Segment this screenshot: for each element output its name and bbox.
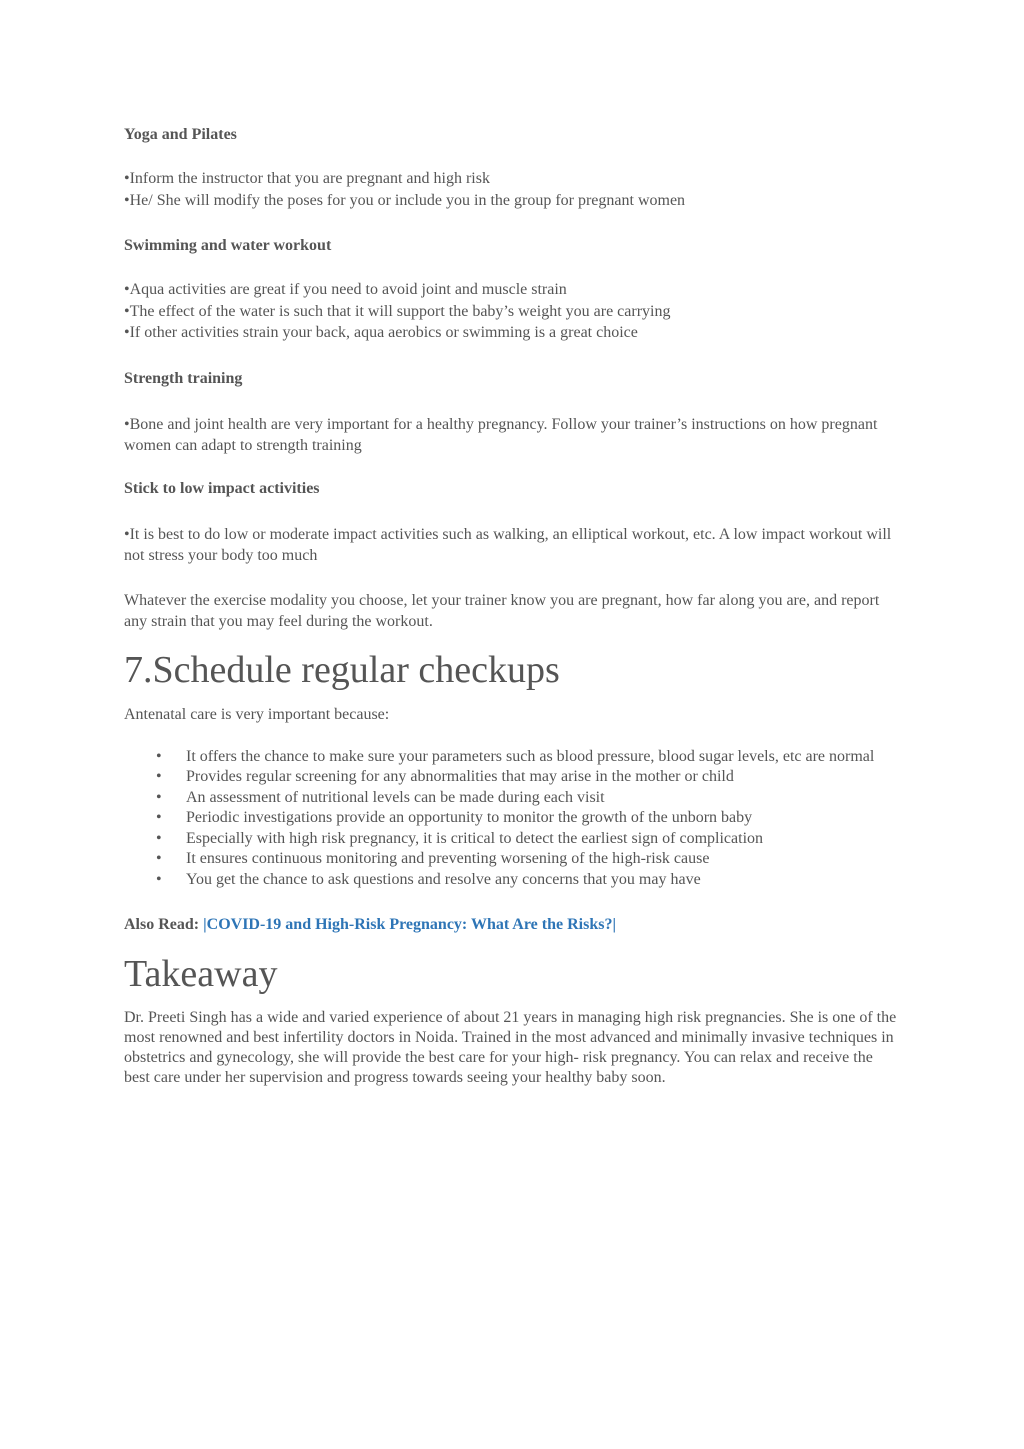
takeaway-heading: Takeaway xyxy=(124,953,278,995)
exercise-note: Whatever the exercise modality you choose, let your trainer know you are pregnant, how far along you are, and report any strain that you may feel during the workout. xyxy=(124,591,880,630)
list-item-text: It offers the chance to make sure your parameters such as blood pressure, blood sugar levels, etc are normal xyxy=(186,747,875,765)
low-impact-heading: Stick to low impact activities xyxy=(124,479,320,497)
list-item xyxy=(124,849,900,870)
checkups-intro: Antenatal care is very important because: xyxy=(124,705,390,723)
strength-heading: Strength training xyxy=(124,369,243,387)
swimming-section xyxy=(124,235,900,344)
takeaway-section xyxy=(124,952,900,1088)
list-item-text: An assessment of nutritional levels can be made during each visit xyxy=(186,788,605,806)
swimming-item: •Aqua activities are great if you need to avoid joint and muscle strain xyxy=(124,281,567,298)
also-read-link[interactable]: |COVID-19 and High-Risk Pregnancy: What Are the Risks?| xyxy=(203,916,616,933)
list-item-text: Especially with high risk pregnancy, it is critical to detect the earliest sign of complication xyxy=(186,829,764,847)
checkups-section xyxy=(124,648,900,891)
swimming-item: •The effect of the water is such that it will support the baby’s weight you are carrying xyxy=(124,302,671,320)
list-item xyxy=(124,767,900,788)
yoga-heading: Yoga and Pilates xyxy=(124,126,237,143)
yoga-item: •He/ She will modify the poses for you or include you in the group for pregnant women xyxy=(124,191,686,209)
bullet-icon: • xyxy=(156,829,162,847)
takeaway-text: Dr. Preeti Singh has a wide and varied experience of about 21 years in managing high risk pregnancies. She is one of the most renowned and best infertility doctors in Noida. Trained in the most advanced and minimally invasive techniques in obstetrics and gynecology, she will provide the best care for your high- risk pregnancy. You can relax and receive the best care under her supervision and progress towards seeing your healthy baby soon. xyxy=(124,1009,897,1086)
bullet-icon: • xyxy=(156,768,162,785)
bullet-icon: • xyxy=(156,850,162,867)
yoga-section xyxy=(124,124,900,211)
strength-text: •Bone and joint health are very important for a healthy pregnancy. Follow your trainer’s instructions on how pregnant women can adapt to strength training xyxy=(124,415,878,454)
checkups-list xyxy=(124,747,900,891)
list-item xyxy=(124,808,900,829)
list-item xyxy=(124,870,900,891)
low-impact-text: •It is best to do low or moderate impact activities such as walking, an elliptical workout, etc. A low impact workout will not stress your body too much xyxy=(124,525,892,564)
bullet-icon: • xyxy=(156,747,162,765)
swimming-heading: Swimming and water workout xyxy=(124,237,332,254)
bullet-icon: • xyxy=(156,870,162,888)
bullet-icon: • xyxy=(156,809,162,826)
list-item-text: It ensures continuous monitoring and preventing worsening of the high-risk cause xyxy=(186,850,710,867)
list-item xyxy=(124,788,900,809)
also-read-label: Also Read: xyxy=(124,916,204,933)
list-item xyxy=(124,747,900,768)
yoga-item: •Inform the instructor that you are pregnant and high risk xyxy=(124,170,490,187)
low-impact-section xyxy=(124,478,900,566)
document-page xyxy=(124,124,900,1088)
list-item xyxy=(124,829,900,850)
also-read xyxy=(124,914,900,936)
list-item-text: Provides regular screening for any abnormalities that may arise in the mother or child xyxy=(186,768,734,785)
bullet-icon: • xyxy=(156,788,162,806)
list-item-text: You get the chance to ask questions and resolve any concerns that you may have xyxy=(186,870,701,888)
swimming-item: •If other activities strain your back, aqua aerobics or swimming is a great choice xyxy=(124,324,638,341)
list-item-text: Periodic investigations provide an opportunity to monitor the growth of the unborn baby xyxy=(186,809,753,826)
checkups-heading: 7.Schedule regular checkups xyxy=(124,648,560,691)
strength-section xyxy=(124,368,900,456)
